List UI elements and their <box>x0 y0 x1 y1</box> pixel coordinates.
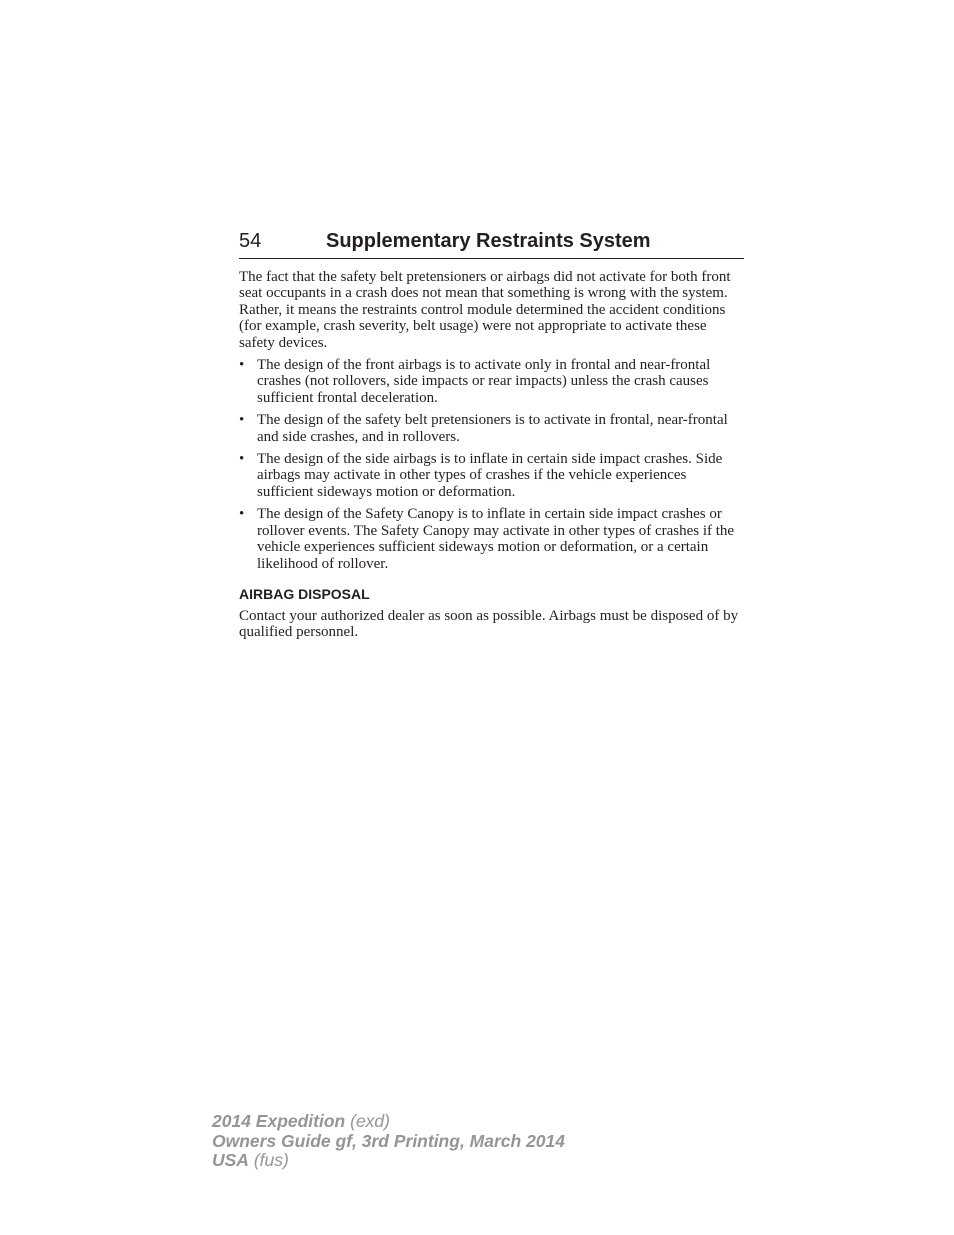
page-header <box>239 229 744 259</box>
footer-market-code: (fus) <box>248 1150 289 1170</box>
bullet-list <box>239 357 744 572</box>
list-item <box>239 412 744 445</box>
footer-printing: Owners Guide gf, 3rd Printing, March 2014 <box>212 1130 565 1151</box>
footer-line-2 <box>212 1132 565 1152</box>
list-item-text: The design of the side airbags is to inflate in certain side impact crashes. Side airbags may activate in other types of crashes if the vehicle experiences sufficient sideways motion or deformation. <box>257 451 723 500</box>
footer-line-3 <box>212 1151 565 1171</box>
bullet-icon: • <box>239 451 245 468</box>
bullet-icon: • <box>239 357 245 374</box>
page-footer <box>212 1112 565 1171</box>
footer-model: 2014 Expedition <box>212 1111 346 1131</box>
list-item <box>239 451 744 500</box>
page-content <box>239 269 744 641</box>
bullet-icon: • <box>239 412 245 429</box>
bullet-icon: • <box>239 506 245 523</box>
page-number: 54 <box>239 230 262 252</box>
footer-model-code: (exd) <box>345 1111 390 1131</box>
footer-line-1 <box>212 1112 565 1132</box>
list-item <box>239 357 744 406</box>
list-item-text: The design of the front airbags is to activate only in frontal and near-frontal crashes (not rollovers, side impacts or rear impacts) unless the crash causes sufficient frontal deceleration. <box>257 357 711 406</box>
airbag-disposal-text: Contact your authorized dealer as soon as possible. Airbags must be disposed of by qualified personnel. <box>239 607 739 641</box>
list-item-text: The design of the safety belt pretensioners is to activate in frontal, near-frontal and side crashes, and in rollovers. <box>257 412 728 445</box>
footer-market: USA <box>212 1150 249 1170</box>
list-item-text: The design of the Safety Canopy is to inflate in certain side impact crashes or rollover events. The Safety Canopy may activate in other types of crashes if the vehicle experiences sufficient sideways motion or deformation, or a certain likelihood of rollover. <box>257 506 735 572</box>
intro-paragraph: The fact that the safety belt pretensioners or airbags did not activate for both front seat occupants in a crash does not mean that something is wrong with the system. Rather, it means the restraints control module determined the accident conditions (for example, crash severity, belt usage) were not appropriate to activate these safety devices. <box>239 269 731 351</box>
airbag-disposal-heading: AIRBAG DISPOSAL <box>239 585 370 602</box>
list-item <box>239 506 744 572</box>
section-title: Supplementary Restraints System <box>326 230 651 252</box>
